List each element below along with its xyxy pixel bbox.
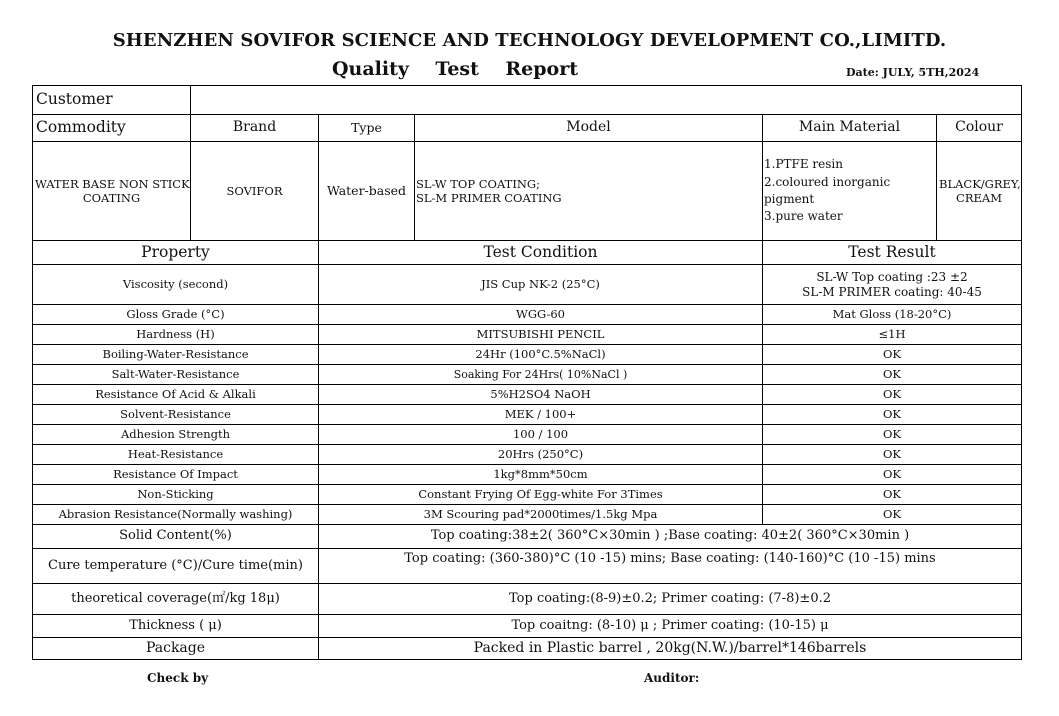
test-property: Resistance Of Acid & Alkali (33, 385, 319, 405)
test-property: Heat-Resistance (33, 445, 319, 465)
brand-value: SOVIFOR (191, 142, 319, 241)
model-header: Model (415, 115, 763, 142)
material-header: Main Material (763, 115, 937, 142)
test-condition: 24Hr (100°C.5%NaCl) (319, 345, 763, 365)
package-value: Packed in Plastic barrel , 20kg(N.W.)/barrel*146barrels (319, 638, 1022, 660)
commodity-name (33, 142, 191, 241)
thickness-property: Thickness ( μ) (33, 615, 319, 638)
commodity-name-line2: COATING (82, 191, 141, 205)
solid-content-value: Top coating:38±2( 360°C×30min ) ;Base coating: 40±2( 360°C×30min ) (319, 525, 1022, 549)
material-line1: 1.PTFE resin (764, 157, 843, 172)
test-row (33, 425, 1022, 445)
test-property: Solvent-Resistance (33, 405, 319, 425)
material-line3: pigment (764, 192, 815, 206)
viscosity-property: Viscosity (second) (33, 265, 319, 305)
check-by-label: Check by (147, 671, 209, 685)
package-row (33, 638, 1022, 660)
quality-report-table (32, 85, 1022, 660)
coverage-value: Top coating:(8-9)±0.2; Primer coating: (7-8)±0.2 (319, 584, 1022, 615)
test-row (33, 465, 1022, 485)
condition-header: Test Condition (319, 241, 763, 265)
commodity-header-row (33, 115, 1022, 142)
type-value: Water-based (319, 142, 415, 241)
viscosity-result (763, 265, 1022, 305)
cure-property: Cure temperature (°C)/Cure time(min) (33, 549, 319, 584)
test-condition: MITSUBISHI PENCIL (319, 325, 763, 345)
colour-header: Colour (937, 115, 1022, 142)
test-condition: 20Hrs (250°C) (319, 445, 763, 465)
model-line1: SL-W TOP COATING; (416, 176, 540, 191)
colour-value (937, 142, 1022, 241)
test-row (33, 505, 1022, 525)
test-property: Salt-Water-Resistance (33, 365, 319, 385)
test-condition: Soaking For 24Hrs( 10%NaCl ) (319, 365, 763, 385)
material-value (763, 142, 937, 241)
test-result: OK (763, 445, 1022, 465)
test-condition: MEK / 100+ (319, 405, 763, 425)
test-property: Resistance Of Impact (33, 465, 319, 485)
solid-content-row (33, 525, 1022, 549)
property-header: Property (33, 241, 319, 265)
company-name: SHENZHEN SOVIFOR SCIENCE AND TECHNOLOGY DEVELOPMENT CO.,LIMITD. (112, 30, 947, 51)
customer-value (191, 86, 1022, 115)
test-row (33, 445, 1022, 465)
report-date: Date: JULY, 5TH,2024 (846, 66, 980, 79)
type-header: Type (319, 115, 415, 142)
coverage-row (33, 584, 1022, 615)
test-row (33, 365, 1022, 385)
test-property: Boiling-Water-Resistance (33, 345, 319, 365)
material-line4: 3.pure water (764, 209, 843, 224)
test-property: Adhesion Strength (33, 425, 319, 445)
thickness-value: Top coaitng: (8-10) μ ; Primer coating: (10-15) μ (319, 615, 1022, 638)
model-value (415, 142, 763, 241)
test-result: Mat Gloss (18-20°C) (763, 305, 1022, 325)
commodity-data-row (33, 142, 1022, 241)
test-row (33, 385, 1022, 405)
customer-row (33, 86, 1022, 115)
test-condition: 3M Scouring pad*2000times/1.5kg Mpa (319, 505, 763, 525)
cure-row (33, 549, 1022, 584)
test-condition: 100 / 100 (319, 425, 763, 445)
test-condition: 1kg*8mm*50cm (319, 465, 763, 485)
test-property: Non-Sticking (33, 485, 319, 505)
test-row (33, 345, 1022, 365)
test-property: Gloss Grade (°C) (33, 305, 319, 325)
test-condition: 5%H2SO4 NaOH (319, 385, 763, 405)
viscosity-condition: JIS Cup NK-2 (25°C) (319, 265, 763, 305)
test-property: Abrasion Resistance(Normally washing) (33, 505, 319, 525)
test-condition: WGG-60 (319, 305, 763, 325)
test-result: OK (763, 425, 1022, 445)
test-result: ≤1H (763, 325, 1022, 345)
customer-label: Customer (33, 86, 191, 115)
result-header: Test Result (763, 241, 1022, 265)
commodity-name-line1: WATER BASE NON STICK (35, 176, 190, 191)
test-row (33, 325, 1022, 345)
test-result: OK (763, 365, 1022, 385)
test-result: OK (763, 385, 1022, 405)
test-result: OK (763, 465, 1022, 485)
solid-content-property: Solid Content(%) (33, 525, 319, 549)
viscosity-row (33, 265, 1022, 305)
cure-value: Top coating: (360-380)°C (10 -15) mins; Base coating: (140-160)°C (10 -15) mins (319, 549, 1022, 584)
model-line2: SL-M PRIMER COATING (416, 191, 562, 205)
viscosity-result-line2: SL-M PRIMER coating: 40-45 (802, 284, 982, 299)
test-result: OK (763, 405, 1022, 425)
brand-header: Brand (191, 115, 319, 142)
material-line2: 2.coloured inorganic (764, 174, 891, 189)
package-property: Package (33, 638, 319, 660)
test-row (33, 485, 1022, 505)
thickness-row (33, 615, 1022, 638)
test-row (33, 405, 1022, 425)
colour-line2: CREAM (956, 191, 1002, 205)
test-result: OK (763, 345, 1022, 365)
colour-line1: BLACK/GREY, (939, 176, 1021, 191)
test-header-row (33, 241, 1022, 265)
coverage-property: theoretical coverage(㎡/kg 18μ) (33, 584, 319, 615)
test-property: Hardness (H) (33, 325, 319, 345)
test-condition: Constant Frying Of Egg-white For 3Times (319, 485, 763, 505)
report-title: Quality Test Report (332, 58, 578, 80)
test-row (33, 305, 1022, 325)
auditor-label: Auditor: (644, 671, 700, 685)
viscosity-result-line1: SL-W Top coating :23 ±2 (816, 269, 968, 284)
commodity-label: Commodity (33, 115, 191, 142)
test-result: OK (763, 485, 1022, 505)
test-result: OK (763, 505, 1022, 525)
